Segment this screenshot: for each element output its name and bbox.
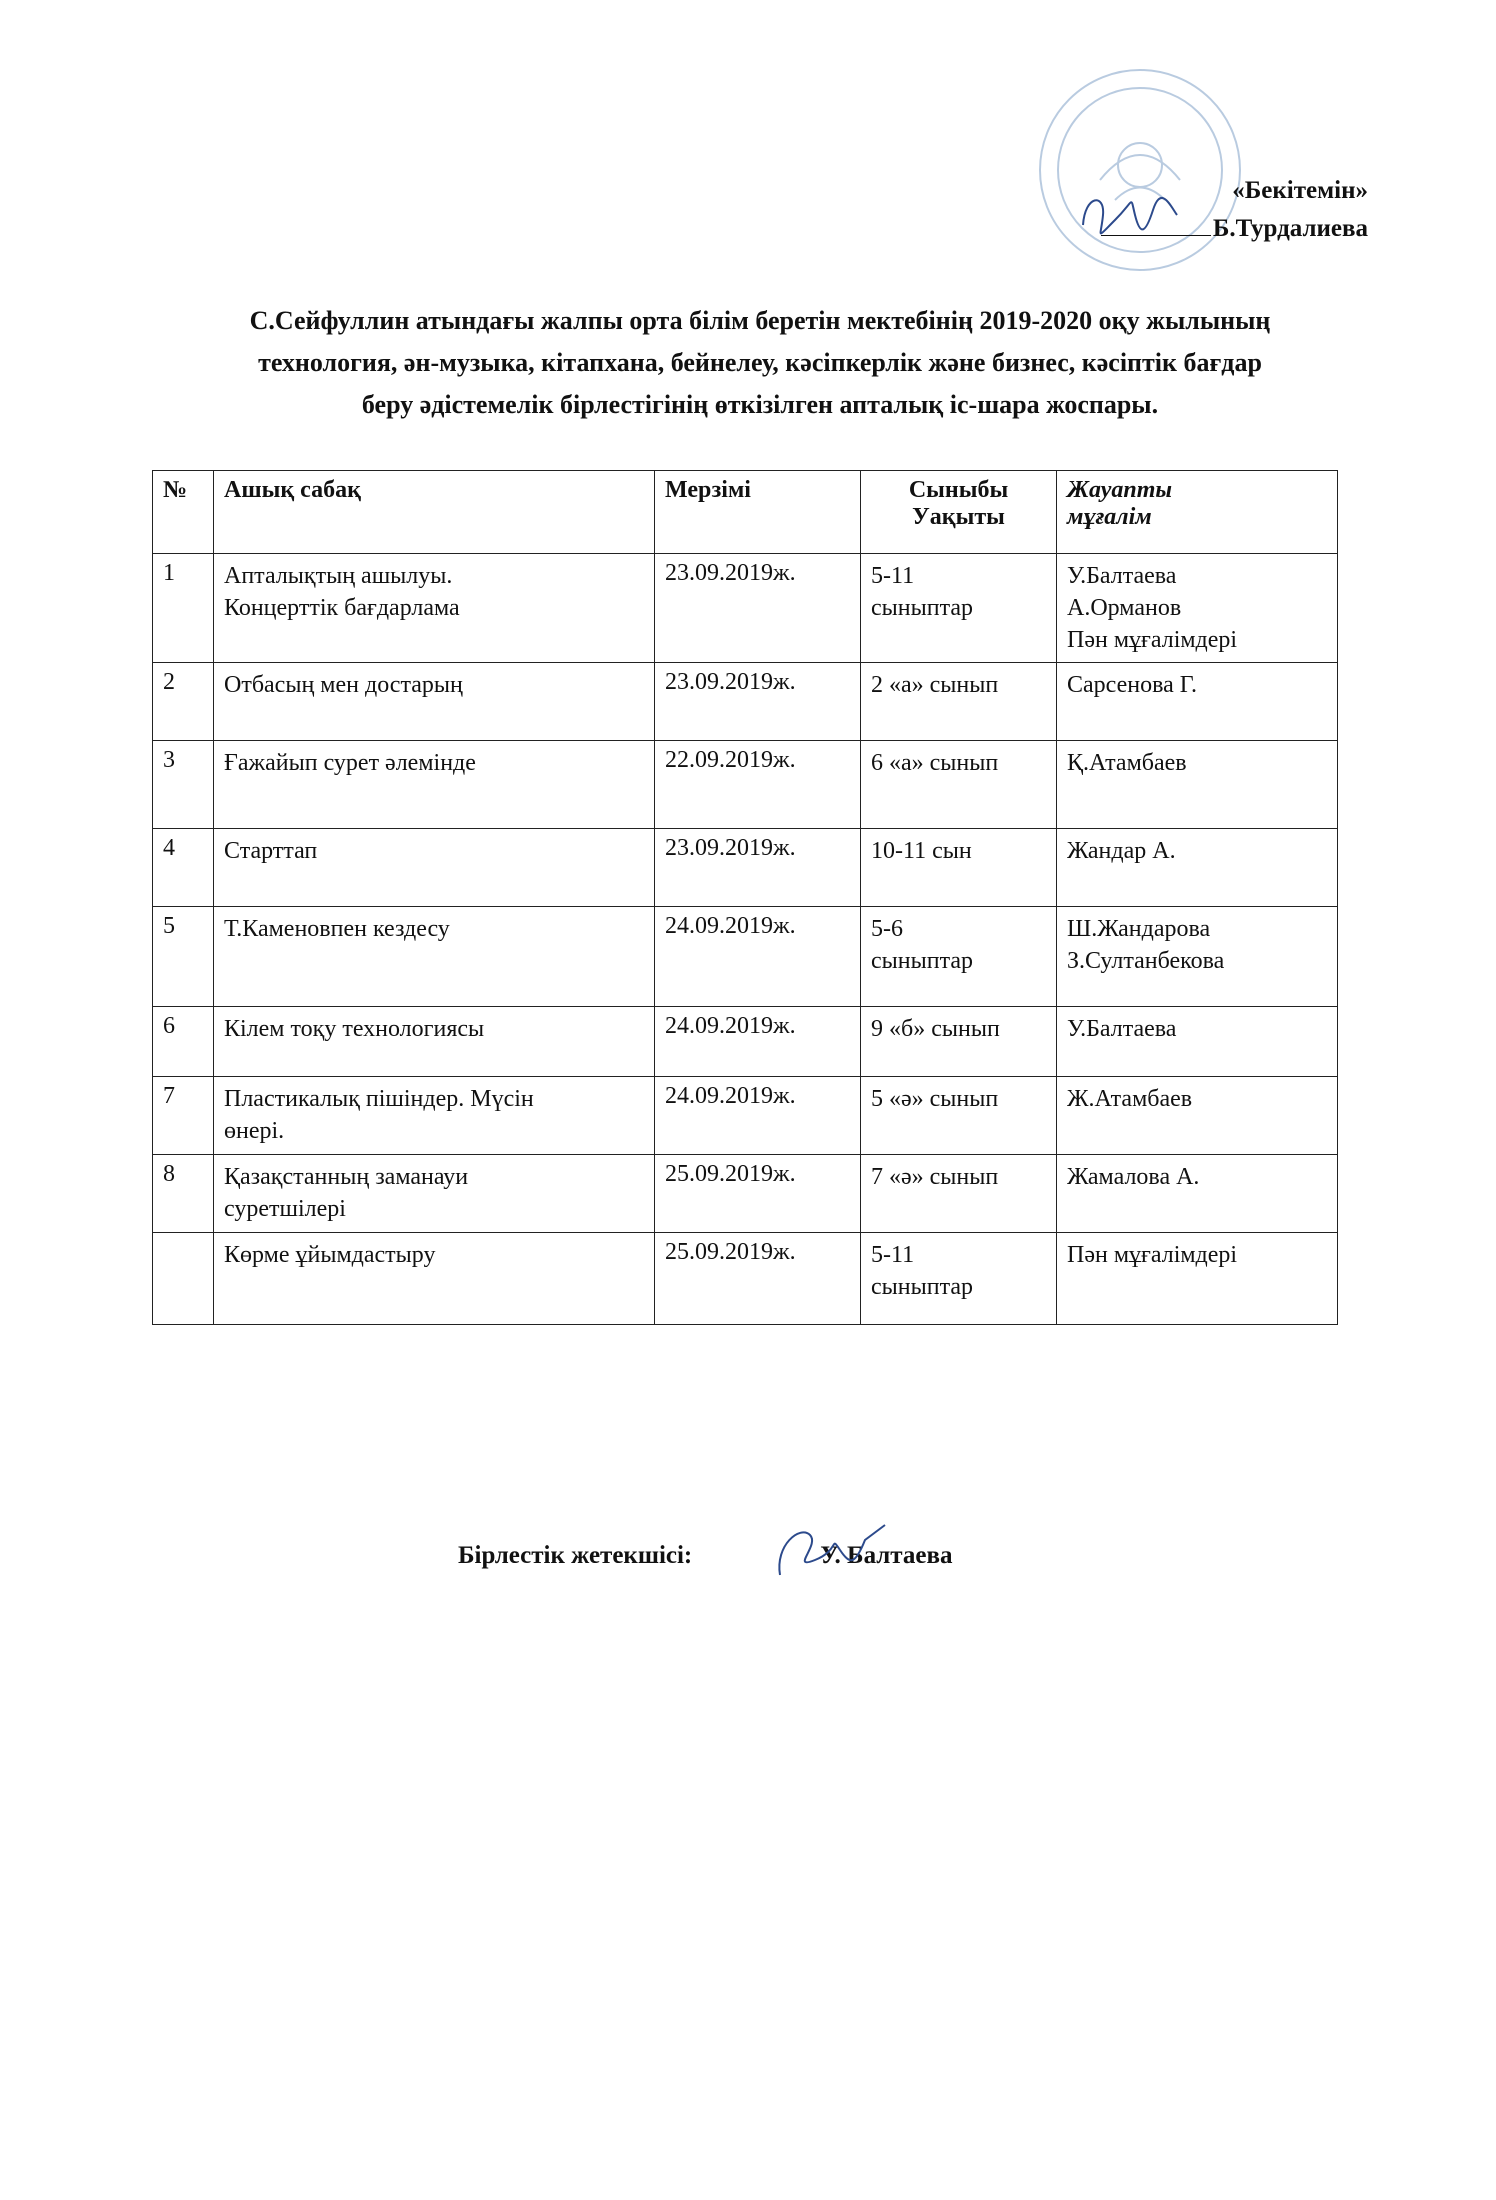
cell-teacher-line: Пән мұғалімдері [1067, 627, 1238, 653]
cell-lesson-line: Старттап [224, 838, 318, 864]
cell-class-line: сыныптар [871, 1274, 974, 1300]
cell-lesson-line: Т.Каменовпен кездесу [224, 916, 450, 942]
cell-class [861, 741, 1057, 829]
cell-teacher [1057, 741, 1338, 829]
cell-teacher-line: Қ.Атамбаев [1067, 750, 1187, 776]
cell-teacher-line: Ш.Жандарова [1067, 916, 1211, 942]
director-signature [1075, 185, 1185, 245]
cell-teacher-line: А.Орманов [1067, 595, 1182, 621]
approval-name: Б.Турдалиева [1212, 215, 1368, 242]
cell-lesson [214, 1155, 655, 1233]
cell-lesson [214, 554, 655, 663]
cell-lesson-line: Кілем тоқу технологиясы [224, 1016, 485, 1042]
cell-number: 1 [153, 554, 214, 663]
cell-date: 22.09.2019ж. [655, 741, 861, 829]
header-class-line-2: Уақыты [912, 504, 1005, 530]
cell-date: 24.09.2019ж. [655, 1007, 861, 1077]
cell-number: 4 [153, 829, 214, 907]
cell-date: 23.09.2019ж. [655, 829, 861, 907]
title-line-2: технология, ән-музыка, кітапхана, бейнелеу, кәсіпкерлік және бизнес, кәсіптік бағдар [258, 348, 1262, 377]
header-number: № [153, 471, 214, 554]
cell-number [153, 1233, 214, 1325]
table-row [153, 907, 1338, 1007]
table-row [153, 741, 1338, 829]
cell-teacher-line: З.Султанбекова [1067, 948, 1225, 974]
cell-date: 25.09.2019ж. [655, 1155, 861, 1233]
cell-class-line: 5-11 [871, 1242, 915, 1268]
footer-label: Бірлестік жетекшісі: [458, 1542, 693, 1569]
cell-number: 3 [153, 741, 214, 829]
cell-date: 24.09.2019ж. [655, 1077, 861, 1155]
cell-lesson-line: өнері. [224, 1118, 285, 1144]
cell-class [861, 554, 1057, 663]
cell-teacher-line: У.Балтаева [1067, 1016, 1177, 1042]
cell-class [861, 663, 1057, 741]
cell-lesson-line: Көрме ұйымдастыру [224, 1242, 436, 1268]
cell-lesson [214, 741, 655, 829]
cell-date: 23.09.2019ж. [655, 663, 861, 741]
table-row [153, 1155, 1338, 1233]
cell-lesson-line: Пластикалық пішіндер. Мүсін [224, 1086, 534, 1112]
event-plan-table [152, 470, 1338, 1325]
cell-lesson-line: Апталықтың ашылуы. [224, 563, 453, 589]
cell-teacher-line: Пән мұғалімдері [1067, 1242, 1238, 1268]
cell-lesson-line: суретшілері [224, 1196, 346, 1222]
cell-lesson [214, 907, 655, 1007]
header-date: Мерзімі [655, 471, 861, 554]
header-teacher [1057, 471, 1338, 554]
cell-teacher [1057, 829, 1338, 907]
header-teacher-line-2: мұғалім [1067, 504, 1152, 530]
cell-lesson-line: Қазақстанның заманауи [224, 1164, 469, 1190]
table-row [153, 829, 1338, 907]
cell-teacher-line: Жамалова А. [1067, 1164, 1200, 1190]
cell-class-line: сыныптар [871, 595, 974, 621]
document-title [150, 300, 1370, 426]
cell-class-line: 2 «а» сынып [871, 672, 999, 698]
cell-class [861, 1007, 1057, 1077]
cell-class [861, 829, 1057, 907]
cell-teacher [1057, 1007, 1338, 1077]
cell-class [861, 1233, 1057, 1325]
cell-class-line: 10-11 сын [871, 838, 972, 864]
cell-teacher-line: Сарсенова Г. [1067, 672, 1197, 698]
approval-label: «Бекітемін» [1232, 177, 1368, 204]
cell-date: 25.09.2019ж. [655, 1233, 861, 1325]
cell-lesson [214, 1233, 655, 1325]
table-row [153, 1233, 1338, 1325]
cell-class [861, 1077, 1057, 1155]
cell-class-line: 5 «ә» сынып [871, 1086, 999, 1112]
header-lesson: Ашық сабақ [214, 471, 655, 554]
cell-lesson [214, 663, 655, 741]
cell-class [861, 907, 1057, 1007]
header-class [861, 471, 1057, 554]
cell-teacher [1057, 1233, 1338, 1325]
cell-teacher-line: Жандар А. [1067, 838, 1176, 864]
cell-lesson-line: Концерттік бағдарлама [224, 595, 460, 621]
cell-date: 24.09.2019ж. [655, 907, 861, 1007]
cell-class-line: 5-11 [871, 563, 915, 589]
cell-date: 23.09.2019ж. [655, 554, 861, 663]
cell-lesson-line: Отбасың мен достарың [224, 672, 463, 698]
cell-number: 7 [153, 1077, 214, 1155]
cell-number: 8 [153, 1155, 214, 1233]
table-row [153, 663, 1338, 741]
leader-signature [760, 1515, 900, 1585]
cell-class-line: 7 «ә» сынып [871, 1164, 999, 1190]
footer-name: У. Балтаева [820, 1542, 953, 1569]
header-teacher-line-1: Жауапты [1067, 477, 1173, 503]
cell-class-line: сыныптар [871, 948, 974, 974]
cell-number: 5 [153, 907, 214, 1007]
title-line-1: С.Сейфуллин атындағы жалпы орта білім беретін мектебінің 2019-2020 оқу жылының [249, 306, 1271, 335]
cell-teacher [1057, 554, 1338, 663]
header-class-line-1: Сыныбы [908, 477, 1009, 503]
cell-teacher [1057, 1077, 1338, 1155]
cell-class [861, 1155, 1057, 1233]
table-row [153, 554, 1338, 663]
title-line-3: беру әдістемелік бірлестігінің өткізілген апталық іс-шара жоспары. [361, 390, 1159, 419]
cell-lesson [214, 1077, 655, 1155]
cell-lesson [214, 829, 655, 907]
table-header-row [153, 471, 1338, 554]
table-row [153, 1077, 1338, 1155]
cell-lesson [214, 1007, 655, 1077]
cell-number: 2 [153, 663, 214, 741]
cell-teacher [1057, 663, 1338, 741]
cell-lesson-line: Ғажайып сурет әлемінде [224, 750, 476, 776]
cell-teacher [1057, 1155, 1338, 1233]
cell-number: 6 [153, 1007, 214, 1077]
cell-class-line: 9 «б» сынып [871, 1016, 1000, 1042]
cell-class-line: 6 «а» сынып [871, 750, 999, 776]
table-row [153, 1007, 1338, 1077]
cell-teacher-line: У.Балтаева [1067, 563, 1177, 589]
cell-class-line: 5-6 [871, 916, 903, 942]
cell-teacher-line: Ж.Атамбаев [1067, 1086, 1193, 1112]
cell-teacher [1057, 907, 1338, 1007]
